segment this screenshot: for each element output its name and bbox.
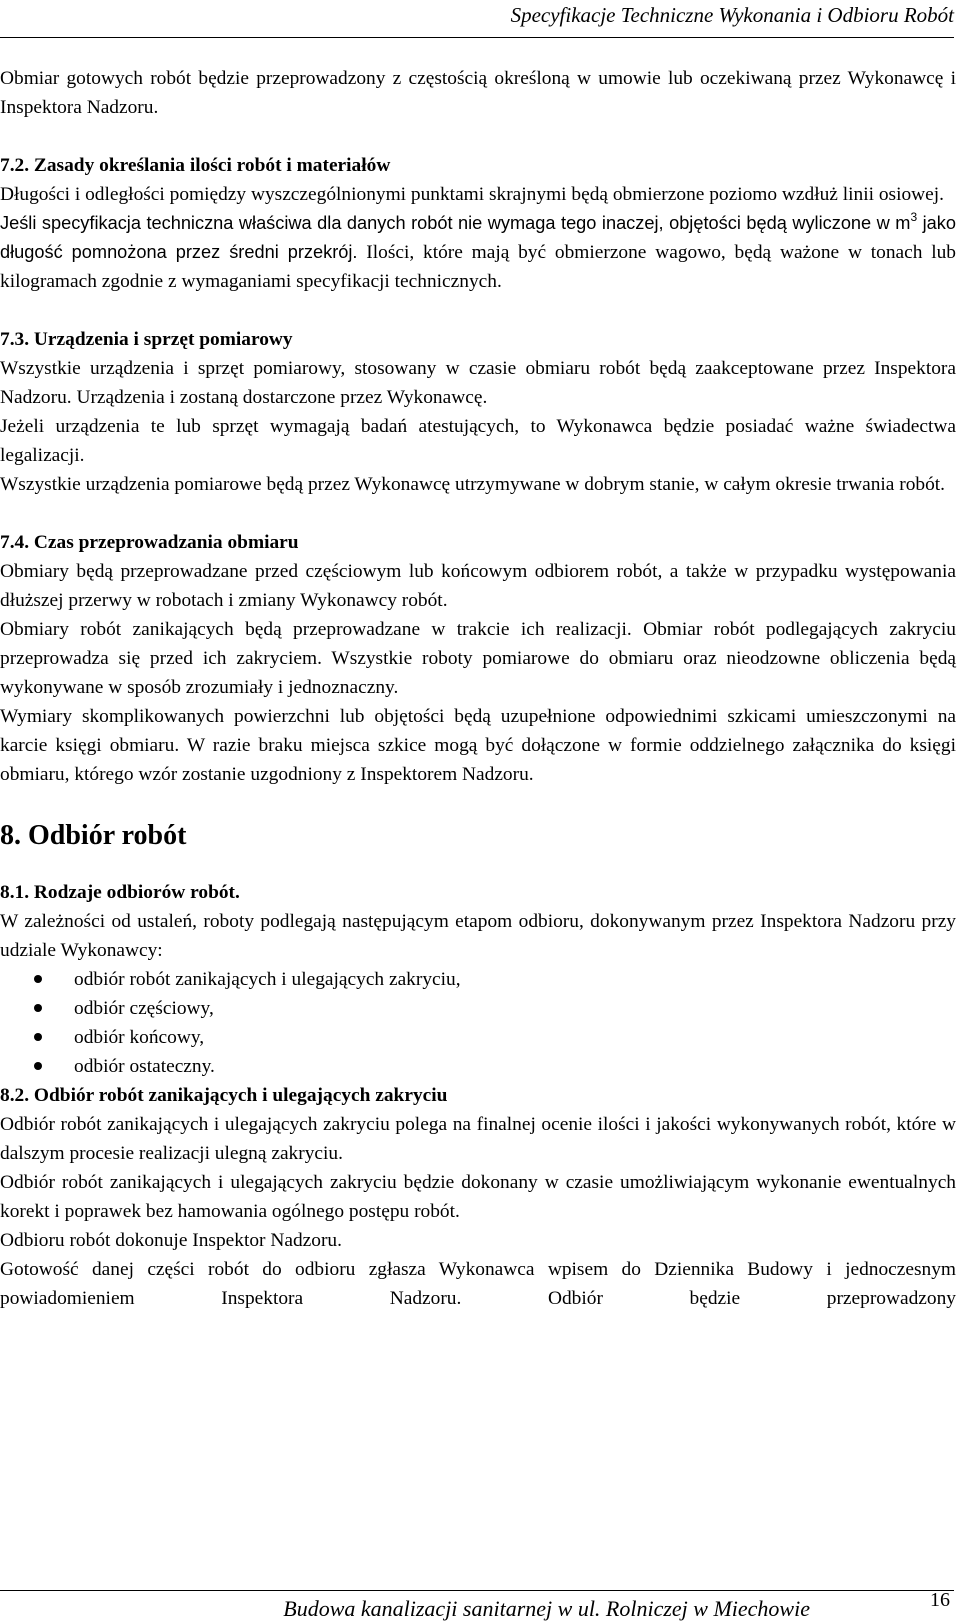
bullet-icon: [34, 1062, 42, 1070]
paragraph: Obmiary robót zanikających będą przeprowadzane w trakcie ich realizacji. Obmiar robót podlegających zakryciu przeprowadza się przed ich zakryciem. Wszystkie roboty pomiarowe do obmiaru oraz nieodzowne obliczenia będą wykonywane w sposób zrozumiały i jednoznaczny.: [0, 619, 956, 698]
paragraph: Wszystkie urządzenia i sprzęt pomiarowy, stosowany w czasie obmiaru robót będą zaakceptowane przez Inspektora Nadzoru. Urządzenia i zostaną dostarczone przez Wykonawcę.: [0, 358, 956, 408]
document-body: [0, 64, 956, 1313]
running-header: Specyfikacje Techniczne Wykonania i Odbioru Robót: [510, 3, 954, 27]
list-item: [0, 1023, 956, 1052]
paragraph: Obmiary będą przeprowadzane przed częściowym lub końcowym odbiorem robót, a także w przypadku występowania dłuższej przerwy w robotach i zmiany Wykonawcy robót.: [0, 561, 956, 611]
list-item-text: odbiór częściowy,: [74, 998, 214, 1019]
paragraph: Odbiór robót zanikających i ulegających zakryciu polega na finalnej ocenie ilości i jakości wykonywanych robót, które w dalszym procesie realizacji ulegną zakryciu.: [0, 1114, 956, 1164]
paragraph: Wymiary skomplikowanych powierzchni lub objętości będą uzupełnione odpowiednimi szkicami umieszczonymi na karcie księgi obmiaru. W razie braku miejsca szkice mogą być dołączone w formie oddzielnego załącznika do księgi obmiaru, którego wzór zostanie uzgodniony z Inspektorem Nadzoru.: [0, 706, 956, 785]
paragraph: Odbioru robót dokonuje Inspektor Nadzoru.: [0, 1230, 342, 1251]
text-run: jako długość pomnożona przez średni przekrój.: [0, 213, 957, 262]
bullet-icon: [34, 1004, 42, 1012]
section-heading-7-2: 7.2. Zasady określania ilości robót i materiałów: [0, 155, 391, 176]
section-heading-7-4: 7.4. Czas przeprowadzania obmiaru: [0, 532, 299, 553]
paragraph: Wszystkie urządzenia pomiarowe będą przez Wykonawcę utrzymywane w dobrym stanie, w całym okresie trwania robót.: [0, 474, 946, 495]
paragraph: Długości i odległości pomiędzy wyszczególnionymi punktami skrajnymi będą obmierzone poziomo wzdłuż linii osiowej.: [0, 184, 945, 205]
list-item: [0, 994, 956, 1023]
list-item-text: odbiór ostateczny.: [74, 1056, 215, 1077]
bullet-icon: [34, 975, 42, 983]
section-heading-7-3: 7.3. Urządzenia i sprzęt pomiarowy: [0, 329, 293, 350]
list-item-text: odbiór końcowy,: [74, 1027, 205, 1048]
running-footer: Budowa kanalizacji sanitarnej w ul. Rolniczej w Miechowie: [283, 1596, 810, 1621]
section-heading-8-2: 8.2. Odbiór robót zanikających i ulegających zakryciu: [0, 1085, 448, 1106]
list-item: [0, 965, 956, 994]
section-heading-8-1: 8.1. Rodzaje odbiorów robót.: [0, 882, 240, 903]
footer-rule: [0, 1590, 954, 1591]
spacer: [0, 296, 956, 325]
page-number: 16: [930, 1589, 950, 1611]
text-run: Ilości, które mają być obmierzone wagowo, będą ważone w tonach lub kilogramach zgodnie z wymaganiami specyfikacji technicznych.: [0, 242, 956, 292]
paragraph: Gotowość danej części robót do odbioru zgłasza Wykonawca wpisem do Dziennika Budowy i jednoczesnym powiadomieniem Inspektora Nadzoru. Odbiór będzie przeprowadzony: [0, 1259, 956, 1309]
paragraph: Jeżeli urządzenia te lub sprzęt wymagają badań atestujących, to Wykonawca będzie posiadać ważne świadectwa legalizacji.: [0, 416, 956, 466]
paragraph: Odbiór robót zanikających i ulegających zakryciu będzie dokonany w czasie umożliwiającym wykonanie ewentualnych korekt i poprawek bez hamowania ogólnego postępu robót.: [0, 1172, 956, 1222]
chapter-heading-8: 8. Odbiór robót: [0, 820, 187, 851]
list-item-text: odbiór robót zanikających i ulegających zakryciu,: [74, 969, 461, 990]
text-run: Jeśli specyfikacja techniczna właściwa dla danych robót nie wymaga tego inaczej, objętości będą wyliczone w m: [0, 213, 911, 233]
superscript: 3: [910, 210, 918, 224]
spacer: [0, 122, 956, 151]
paragraph: [0, 209, 956, 296]
paragraph: Obmiar gotowych robót będzie przeprowadzony z częstością określoną w umowie lub oczekiwaną przez Wykonawcę i Inspektora Nadzoru.: [0, 68, 956, 118]
paragraph: W zależności od ustaleń, roboty podlegają następującym etapom odbioru, dokonywanym przez Inspektora Nadzoru przy udziale Wykonawcy:: [0, 911, 956, 961]
spacer: [0, 499, 956, 528]
bullet-list: [0, 965, 956, 1081]
list-item: [0, 1052, 956, 1081]
bullet-icon: [34, 1033, 42, 1041]
header-rule: [0, 37, 954, 38]
